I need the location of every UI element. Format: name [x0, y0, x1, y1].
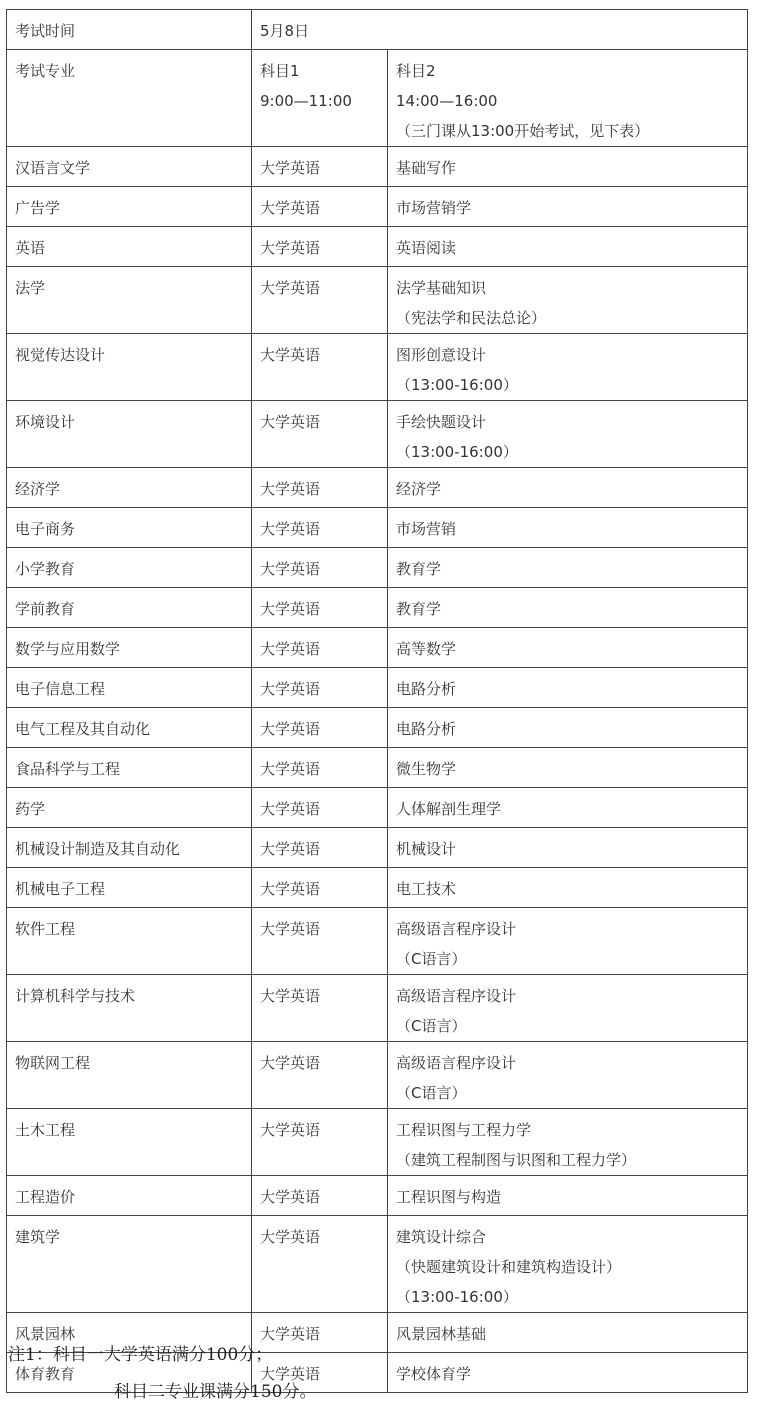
major-cell: [7, 708, 252, 748]
major-cell: [7, 548, 252, 588]
major-name: 机械电子工程: [15, 880, 106, 898]
major-name: 小学教育: [15, 560, 76, 578]
subject2-cell: [388, 468, 748, 508]
major-cell: [7, 1176, 252, 1216]
subject2-cell: [388, 147, 748, 187]
subject2-cell: [388, 788, 748, 828]
major-name: 电气工程及其自动化: [15, 720, 151, 738]
major-cell: [7, 401, 252, 468]
subject2-course: 高级语言程序设计: [396, 920, 517, 938]
subject2-course-note: （C语言）: [396, 1084, 467, 1102]
subject1-cell: [252, 548, 388, 588]
subject2-course: 微生物学: [396, 760, 457, 778]
subject2-cell: [388, 1109, 748, 1176]
time-label-cell: [7, 10, 252, 50]
major-name: 汉语言文学: [15, 159, 91, 177]
subject2-cell: [388, 1176, 748, 1216]
subject2-course: 市场营销: [396, 520, 457, 538]
subject2-course: 工程识图与工程力学: [396, 1121, 532, 1139]
subject2-cell: [388, 1313, 748, 1353]
major-cell: [7, 868, 252, 908]
subject1-cell: [252, 1109, 388, 1176]
table-row: [7, 748, 748, 788]
major-name: 环境设计: [15, 413, 76, 431]
major-cell: [7, 1216, 252, 1313]
major-name: 视觉传达设计: [15, 346, 106, 364]
subject1-cell: [252, 708, 388, 748]
subject2-course: 工程识图与构造: [396, 1188, 502, 1206]
table-row: [7, 868, 748, 908]
subject1-course: 大学英语: [260, 520, 321, 538]
major-name: 体育教育: [15, 1365, 76, 1383]
table-row: [7, 187, 748, 227]
subject2-cell: [388, 588, 748, 628]
subject2-cell: [388, 334, 748, 401]
major-name: 软件工程: [15, 920, 76, 938]
table-row: [7, 401, 748, 468]
subject1-cell: [252, 748, 388, 788]
subject1-course: 大学英语: [260, 840, 321, 858]
subject2-course: 英语阅读: [396, 239, 457, 257]
subject1-course: 大学英语: [260, 239, 321, 257]
subject1-cell: [252, 788, 388, 828]
subject2-cell: [388, 508, 748, 548]
major-cell: [7, 828, 252, 868]
subject2-course: 高级语言程序设计: [396, 987, 517, 1005]
major-cell: [7, 668, 252, 708]
subject2-cell: [388, 908, 748, 975]
subject2-course: 市场营销学: [396, 199, 472, 217]
table-row: [7, 975, 748, 1042]
exam-date: 5月8日: [260, 22, 310, 40]
subject2-course: 电工技术: [396, 880, 457, 898]
subject1-cell: [252, 1042, 388, 1109]
subject1-cell: [252, 1216, 388, 1313]
subject1-cell: [252, 334, 388, 401]
subject1-time: 9:00—11:00: [260, 92, 352, 110]
subject2-cell: [388, 267, 748, 334]
subject2-name: 科目2: [396, 62, 436, 80]
major-name: 药学: [15, 800, 46, 818]
subject1-course: 大学英语: [260, 1121, 321, 1139]
major-cell: [7, 334, 252, 401]
subject2-course: 人体解剖生理学: [396, 800, 502, 818]
subject2-course-note: （建筑工程制图与识图和工程力学）: [396, 1151, 637, 1169]
subject1-cell: [252, 227, 388, 267]
subject1-course: 大学英语: [260, 800, 321, 818]
subject2-cell: [388, 548, 748, 588]
subject2-course: 电路分析: [396, 720, 457, 738]
subject1-cell: [252, 588, 388, 628]
table-row: [7, 468, 748, 508]
subject2-cell: [388, 187, 748, 227]
subject2-cell: [388, 1042, 748, 1109]
subject1-cell: [252, 975, 388, 1042]
subject2-course: 教育学: [396, 560, 442, 578]
subject2-note: （三门课从13:00开始考试，见下表）: [396, 122, 650, 140]
subject1-cell: [252, 401, 388, 468]
major-cell: [7, 1042, 252, 1109]
subject1-cell: [252, 468, 388, 508]
major-cell: [7, 267, 252, 334]
subject1-course: 大学英语: [260, 760, 321, 778]
subject2-cell: [388, 401, 748, 468]
major-name: 物联网工程: [15, 1054, 91, 1072]
subject2-course: 高级语言程序设计: [396, 1054, 517, 1072]
subject2-course: 学校体育学: [396, 1365, 472, 1383]
subject2-course: 手绘快题设计: [396, 413, 487, 431]
subject2-course-note: （13:00-16:00）: [396, 376, 518, 394]
table-row-time: [7, 10, 748, 50]
major-cell: [7, 187, 252, 227]
major-cell: [7, 748, 252, 788]
subject1-course: 大学英语: [260, 560, 321, 578]
subject1-course: 大学英语: [260, 1325, 321, 1343]
major-cell: [7, 588, 252, 628]
table-row: [7, 668, 748, 708]
subject1-course: 大学英语: [260, 987, 321, 1005]
major-name: 工程造价: [15, 1188, 76, 1206]
subject2-cell: [388, 748, 748, 788]
major-cell: [7, 1109, 252, 1176]
subject2-course: 高等数学: [396, 640, 457, 658]
major-name: 英语: [15, 239, 46, 257]
subject1-course: 大学英语: [260, 1365, 321, 1383]
subject1-course: 大学英语: [260, 1054, 321, 1072]
table-row: [7, 1109, 748, 1176]
table-row: [7, 1216, 748, 1313]
subject1-cell: [252, 668, 388, 708]
subject2-cell: [388, 975, 748, 1042]
note-line-1: 注1：科目一大学英语满分100分；: [8, 1345, 273, 1365]
subject2-course: 建筑设计综合: [396, 1228, 487, 1246]
subject2-course-note: （宪法学和民法总论）: [396, 309, 547, 327]
subject1-name: 科目1: [260, 62, 300, 80]
subject1-cell: [252, 868, 388, 908]
table-row: [7, 147, 748, 187]
subject2-course: 机械设计: [396, 840, 457, 858]
subject2-course-note: （C语言）: [396, 1017, 467, 1035]
subject2-course: 经济学: [396, 480, 442, 498]
major-name: 风景园林: [15, 1325, 76, 1343]
subject2-cell: [388, 227, 748, 267]
major-name: 食品科学与工程: [15, 760, 121, 778]
major-cell: [7, 508, 252, 548]
major-name: 经济学: [15, 480, 61, 498]
table-row-header: [7, 50, 748, 147]
subject2-cell: [388, 828, 748, 868]
table-row: [7, 548, 748, 588]
table-row: [7, 708, 748, 748]
time-label: 考试时间: [15, 22, 76, 40]
table-row: [7, 334, 748, 401]
exam-schedule-body: [7, 10, 748, 1393]
subject1-course: 大学英语: [260, 1228, 321, 1246]
subject1-course: 大学英语: [260, 600, 321, 618]
subject2-course: 电路分析: [396, 680, 457, 698]
subject2-cell: [388, 868, 748, 908]
subject1-course: 大学英语: [260, 680, 321, 698]
subject1-course: 大学英语: [260, 920, 321, 938]
subject1-course: 大学英语: [260, 279, 321, 297]
major-name: 电子信息工程: [15, 680, 106, 698]
major-cell: [7, 468, 252, 508]
table-row: [7, 788, 748, 828]
major-name: 学前教育: [15, 600, 76, 618]
major-label-cell: [7, 50, 252, 147]
subject1-course: 大学英语: [260, 880, 321, 898]
major-cell: [7, 908, 252, 975]
exam-date-cell: [252, 10, 748, 50]
table-row: [7, 588, 748, 628]
subject2-course: 教育学: [396, 600, 442, 618]
subject1-cell: [252, 1176, 388, 1216]
subject1-cell: [252, 147, 388, 187]
table-row: [7, 1176, 748, 1216]
subject2-time: 14:00—16:00: [396, 92, 498, 110]
major-cell: [7, 227, 252, 267]
subject1-cell: [252, 508, 388, 548]
major-name: 法学: [15, 279, 46, 297]
table-row: [7, 1042, 748, 1109]
subject1-course: 大学英语: [260, 720, 321, 738]
subject2-cell: [388, 1353, 748, 1393]
table-row: [7, 908, 748, 975]
subject2-course-note: （快题建筑设计和建筑构造设计）: [396, 1258, 622, 1276]
major-name: 电子商务: [15, 520, 76, 538]
major-cell: [7, 628, 252, 668]
subject1-cell: [252, 628, 388, 668]
table-row: [7, 508, 748, 548]
subject2-cell: [388, 1216, 748, 1313]
major-name: 机械设计制造及其自动化: [15, 840, 181, 858]
subject1-course: 大学英语: [260, 640, 321, 658]
major-name: 广告学: [15, 199, 61, 217]
major-label: 考试专业: [15, 62, 76, 80]
subject1-course: 大学英语: [260, 346, 321, 364]
subject1-course: 大学英语: [260, 159, 321, 177]
subject1-cell: [252, 908, 388, 975]
major-name: 计算机科学与技术: [15, 987, 136, 1005]
subject1-course: 大学英语: [260, 199, 321, 217]
major-cell: [7, 147, 252, 187]
major-cell: [7, 975, 252, 1042]
table-row: [7, 267, 748, 334]
subject1-course: 大学英语: [260, 413, 321, 431]
note-line-2: 科目二专业课满分150分。: [114, 1382, 317, 1402]
subject1-cell: [252, 828, 388, 868]
subject2-course-note: （13:00-16:00）: [396, 1288, 518, 1306]
table-row: [7, 828, 748, 868]
subject1-cell: [252, 187, 388, 227]
subject2-course: 法学基础知识: [396, 279, 487, 297]
subject2-cell: [388, 708, 748, 748]
subject1-course: 大学英语: [260, 1188, 321, 1206]
major-name: 数学与应用数学: [15, 640, 121, 658]
table-row: [7, 227, 748, 267]
subject2-cell: [388, 668, 748, 708]
major-name: 土木工程: [15, 1121, 76, 1139]
subject2-course-note: （C语言）: [396, 950, 467, 968]
subject1-cell: [252, 267, 388, 334]
subject1-course: 大学英语: [260, 480, 321, 498]
table-row: [7, 628, 748, 668]
major-name: 建筑学: [15, 1228, 61, 1246]
major-cell: [7, 788, 252, 828]
subject1-header-cell: [252, 50, 388, 147]
subject2-course: 基础写作: [396, 159, 457, 177]
subject2-cell: [388, 628, 748, 668]
subject2-course-note: （13:00-16:00）: [396, 443, 518, 461]
subject2-header-cell: [388, 50, 748, 147]
exam-schedule-table: [6, 9, 748, 1393]
subject2-course: 风景园林基础: [396, 1325, 487, 1343]
subject2-course: 图形创意设计: [396, 346, 487, 364]
